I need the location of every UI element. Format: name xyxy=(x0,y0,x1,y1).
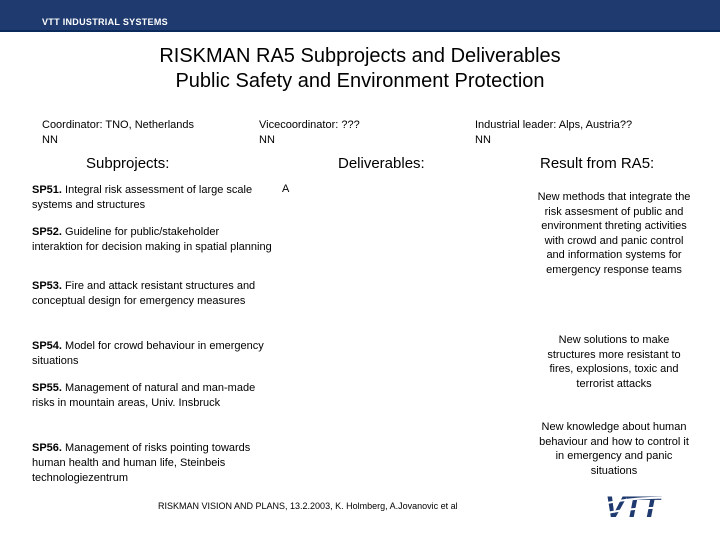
subproject-item xyxy=(32,225,272,255)
vicecoordinator-block xyxy=(259,118,360,148)
slide-title xyxy=(0,44,720,94)
industrial-leader-name: NN xyxy=(475,134,491,146)
subproject-item xyxy=(32,339,272,369)
vtt-logo xyxy=(605,491,705,525)
title-line-1: RISKMAN RA5 Subprojects and Deliverables xyxy=(159,45,561,67)
subproject-code: SP55. xyxy=(32,382,62,394)
subproject-text: Integral risk assessment of large scale systems and structures xyxy=(32,184,253,211)
coordinator-name: NN xyxy=(42,134,58,146)
subproject-text: Fire and attack resistant structures and conceptual design for emergency measures xyxy=(32,280,256,307)
subproject-code: SP56. xyxy=(32,442,62,454)
coordinator-block xyxy=(42,118,194,148)
org-label: VTT INDUSTRIAL SYSTEMS xyxy=(42,17,168,27)
subproject-text: Management of natural and man-made risks in mountain areas, xyxy=(32,382,256,409)
subproject-text: Model for crowd behaviour in emergency situations xyxy=(32,340,264,367)
footer-text: RISKMAN VISION AND PLANS, 13.2.2003, K. Holmberg, A.Jovanovic et al xyxy=(158,501,458,511)
subproject-code: SP54. xyxy=(32,340,62,352)
subproject-code: SP51. xyxy=(32,184,62,196)
vicecoordinator-label: Vicecoordinator: ??? xyxy=(259,119,360,131)
deliverables-heading: Deliverables: xyxy=(338,155,425,172)
industrial-leader-label: Industrial leader: Alps, Austria?? xyxy=(475,119,633,131)
header-rule xyxy=(0,30,720,32)
logo-swoosh-icon xyxy=(605,491,705,525)
coordinator-label: Coordinator: TNO, Netherlands xyxy=(42,119,195,131)
subprojects-heading: Subprojects: xyxy=(86,155,170,172)
header-bar xyxy=(0,0,720,30)
subproject-extra: Steinbeis technologiezentrum xyxy=(32,457,226,484)
subproject-item xyxy=(32,183,272,213)
result-item: New methods that integrate the risk assesment of public and environment threting activities with crowd and panic control and information systems for emergency response teams xyxy=(537,191,691,276)
title-line-2: Public Safety and Environment Protection xyxy=(175,70,545,92)
logo-text: VTT xyxy=(605,491,659,524)
industrial-leader-block xyxy=(475,118,632,148)
subproject-code: SP52. xyxy=(32,226,62,238)
subproject-item xyxy=(32,441,272,486)
result-heading: Result from RA5: xyxy=(540,155,655,172)
subproject-text: Guideline for public/stakeholder interaktion for decision making in spatial planning xyxy=(32,226,272,253)
vicecoordinator-name: NN xyxy=(259,134,275,146)
subproject-extra: Univ. Insbruck xyxy=(151,397,221,409)
deliverable-item: A xyxy=(282,183,290,195)
result-item: New solutions to make structures more resistant to fires, explosions, toxic and terrorist attacks xyxy=(547,334,681,390)
subproject-item xyxy=(32,381,272,411)
subproject-text: Management of risks pointing towards human health and human life, xyxy=(32,442,251,469)
subproject-item xyxy=(32,279,272,309)
subproject-code: SP53. xyxy=(32,280,62,292)
result-item: New knowledge about human behaviour and how to control it in emergency and panic situations xyxy=(539,421,689,477)
